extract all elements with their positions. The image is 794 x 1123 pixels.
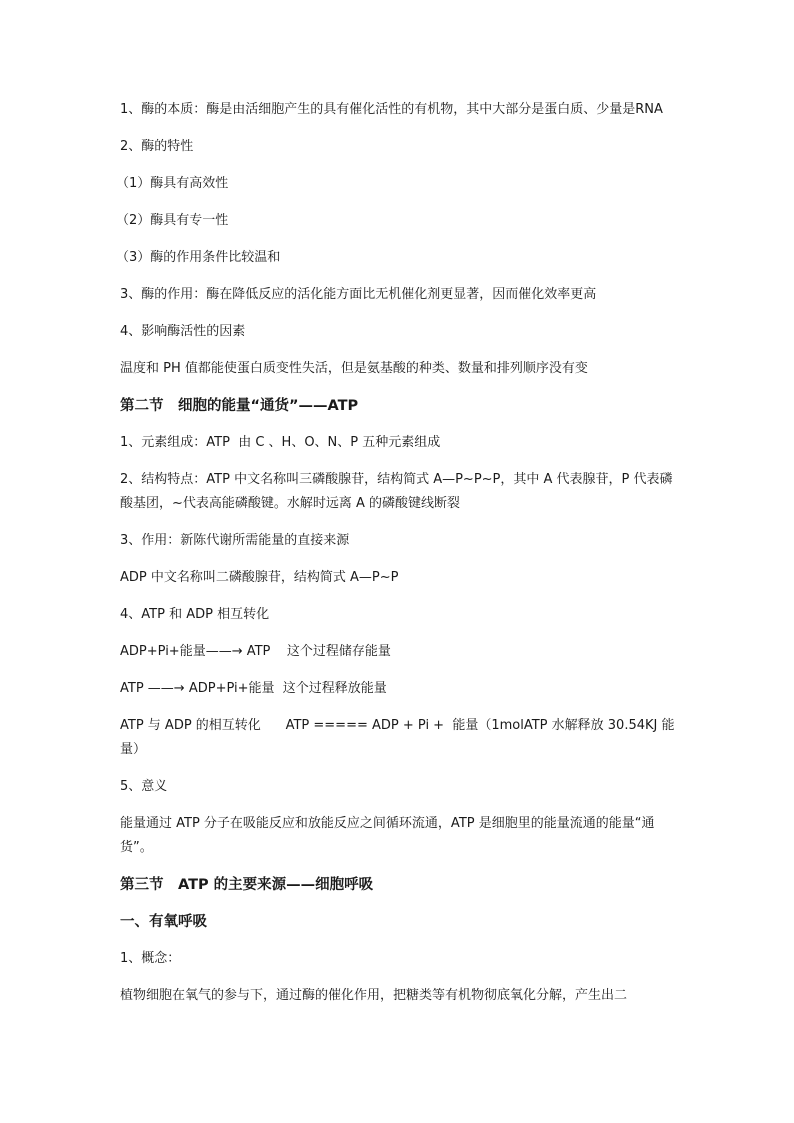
paragraph-energy-currency: 能量通过 ATP 分子在吸能反应和放能反应之间循环流通，ATP 是细胞里的能量流通的能量“通货”。	[120, 816, 655, 855]
list-item-mild-conditions: （3）酶的作用条件比较温和	[116, 250, 281, 265]
paragraph-atp-adp-conversion: 4、ATP 和 ADP 相互转化	[120, 607, 270, 622]
paragraph-enzyme-factors: 4、影响酶活性的因素	[120, 324, 246, 339]
equation-mutual-conversion: ATP 与 ADP 的相互转化 ATP ===== ADP + Pi + 能量（1molATP 水解释放 30.54KJ 能量）	[120, 718, 675, 757]
paragraph-enzyme-function: 3、酶的作用：酶在降低反应的活化能方面比无机催化剂更显著，因而催化效率更高	[120, 287, 597, 302]
list-item-high-efficiency: （1）酶具有高效性	[116, 176, 229, 191]
section-heading-atp: 第二节 细胞的能量“通货”——ATP	[120, 398, 359, 414]
paragraph-aerobic-definition: 植物细胞在氧气的参与下，通过酶的催化作用，把糖类等有机物彻底氧化分解，产生出二	[120, 988, 628, 1003]
paragraph-adp-name: ADP 中文名称叫二磷酸腺苷，结构简式 A—P~P	[120, 570, 399, 585]
equation-release-energy: ATP ——→ ADP+Pi+能量 这个过程释放能量	[120, 681, 387, 696]
equation-store-energy: ADP+Pi+能量——→ ATP 这个过程储存能量	[120, 644, 391, 659]
paragraph-atp-function: 3、作用：新陈代谢所需能量的直接来源	[120, 533, 350, 548]
document-page	[116, 98, 676, 1021]
paragraph-significance: 5、意义	[120, 779, 168, 794]
subheading-aerobic: 一、有氧呼吸	[120, 914, 207, 930]
paragraph-atp-structure: 2、结构特点：ATP 中文名称叫三磷酸腺苷，结构简式 A—P~P~P，其中 A 代表腺苷，P 代表磷酸基团，~代表高能磷酸键。水解时远离 A 的磷酸键线断裂	[120, 472, 673, 511]
paragraph-enzyme-nature: 1、酶的本质：酶是由活细胞产生的具有催化活性的有机物，其中大部分是蛋白质、少量是RNA	[120, 102, 663, 117]
section-heading-respiration: 第三节 ATP 的主要来源——细胞呼吸	[120, 877, 374, 893]
paragraph-concept: 1、概念：	[120, 951, 181, 966]
list-item-specificity: （2）酶具有专一性	[116, 213, 229, 228]
paragraph-denaturation: 温度和 PH 值都能使蛋白质变性失活，但是氨基酸的种类、数量和排列顺序没有变	[120, 361, 588, 376]
paragraph-enzyme-properties: 2、酶的特性	[120, 139, 194, 154]
paragraph-atp-elements: 1、元素组成：ATP 由 C 、H、O、N、P 五种元素组成	[120, 435, 441, 450]
